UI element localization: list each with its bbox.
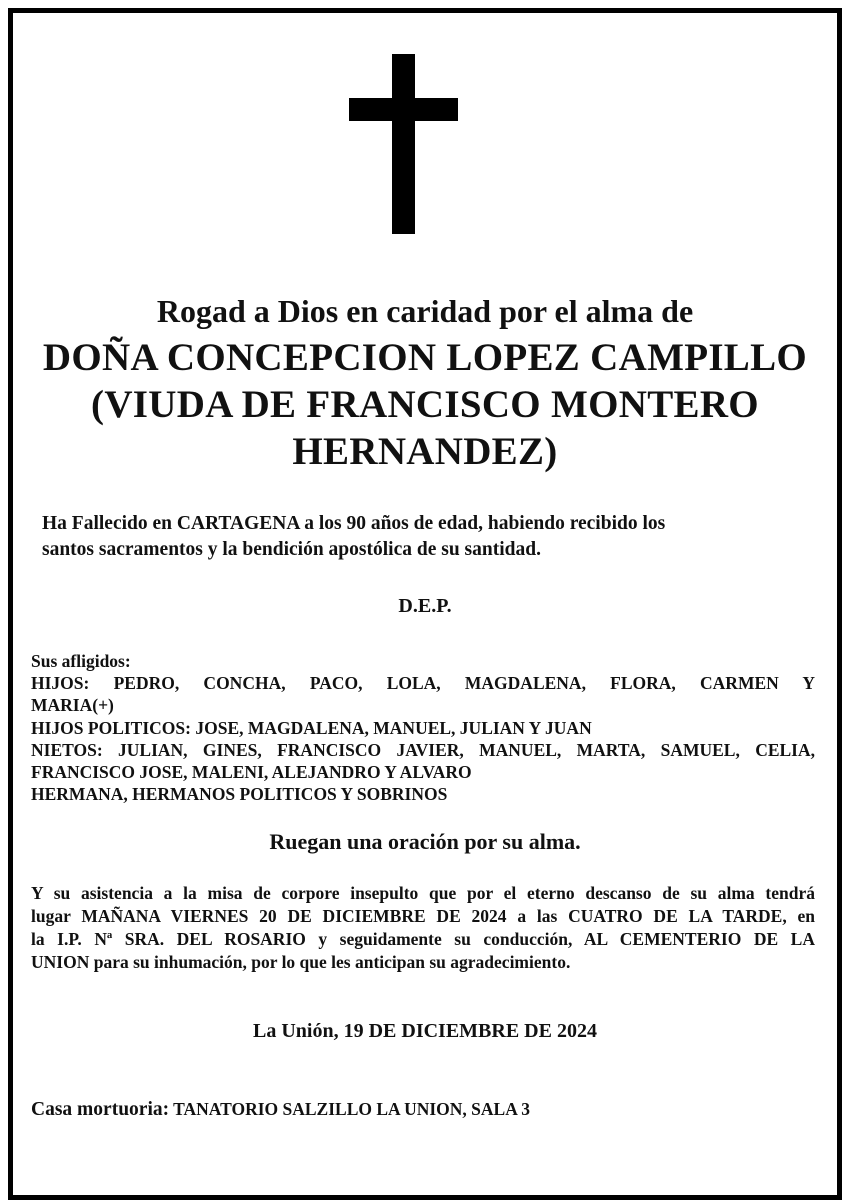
prayer-request: Ruegan una oración por su alma. bbox=[269, 829, 581, 854]
mourners-heading: Sus afligidos: bbox=[31, 651, 131, 671]
mourners-line: HERMANA, HERMANOS POLITICOS Y SOBRINOS bbox=[31, 784, 448, 805]
mourners-line: HIJOS POLITICOS: JOSE, MAGDALENA, MANUEL, JULIAN Y JUAN bbox=[31, 717, 592, 738]
cross-icon bbox=[349, 54, 458, 234]
funeral-home-value: TANATORIO SALZILLO LA UNION, SALA 3 bbox=[173, 1099, 531, 1119]
death-announcement bbox=[42, 511, 802, 563]
name-line-3: HERNANDEZ) bbox=[292, 430, 558, 473]
funeral-home-label: Casa mortuoria: bbox=[31, 1099, 170, 1120]
mourners-line: NIETOS: JULIAN, GINES, FRANCISCO JAVIER, MANUEL, MARTA, SAMUEL, CELIA, bbox=[31, 739, 815, 760]
mass-line: UNION para su inhumación, por lo que les anticipan su agradecimiento. bbox=[31, 952, 571, 972]
name-line-1: DOÑA CONCEPCION LOPEZ CAMPILLO bbox=[42, 336, 808, 379]
mourners-line: FRANCISCO JOSE, MALENI, ALEJANDRO Y ALVARO bbox=[31, 762, 472, 783]
announcement-line-2: santos sacramentos y la bendición apostólica de su santidad. bbox=[42, 539, 541, 560]
deceased-name bbox=[0, 334, 850, 475]
intro-text: Rogad a Dios en caridad por el alma de bbox=[156, 293, 694, 329]
dep-text: D.E.P. bbox=[398, 595, 452, 617]
mourners-line: MARIA(+) bbox=[31, 695, 114, 716]
mourners-line: HIJOS: PEDRO, CONCHA, PACO, LOLA, MAGDALENA, FLORA, CARMEN Y bbox=[31, 673, 815, 694]
announcement-line-1: Ha Fallecido en CARTAGENA a los 90 años de edad, habiendo recibido los bbox=[42, 513, 666, 534]
mass-line: Y su asistencia a la misa de corpore insepulto que por el eterno descanso de su alma tendrá bbox=[31, 883, 815, 903]
mass-line: lugar MAÑANA VIERNES 20 DE DICIEMBRE DE 2024 a las CUATRO DE LA TARDE, en bbox=[31, 906, 815, 926]
name-line-2: (VIUDA DE FRANCISCO MONTERO bbox=[91, 383, 759, 426]
funeral-home bbox=[31, 1099, 530, 1121]
mourners-list bbox=[31, 650, 815, 805]
mass-details bbox=[31, 882, 815, 974]
mass-line: la I.P. Nª SRA. DEL ROSARIO y seguidamente su conducción, AL CEMENTERIO DE LA bbox=[31, 929, 815, 949]
place-date: La Unión, 19 DE DICIEMBRE DE 2024 bbox=[253, 1020, 597, 1042]
